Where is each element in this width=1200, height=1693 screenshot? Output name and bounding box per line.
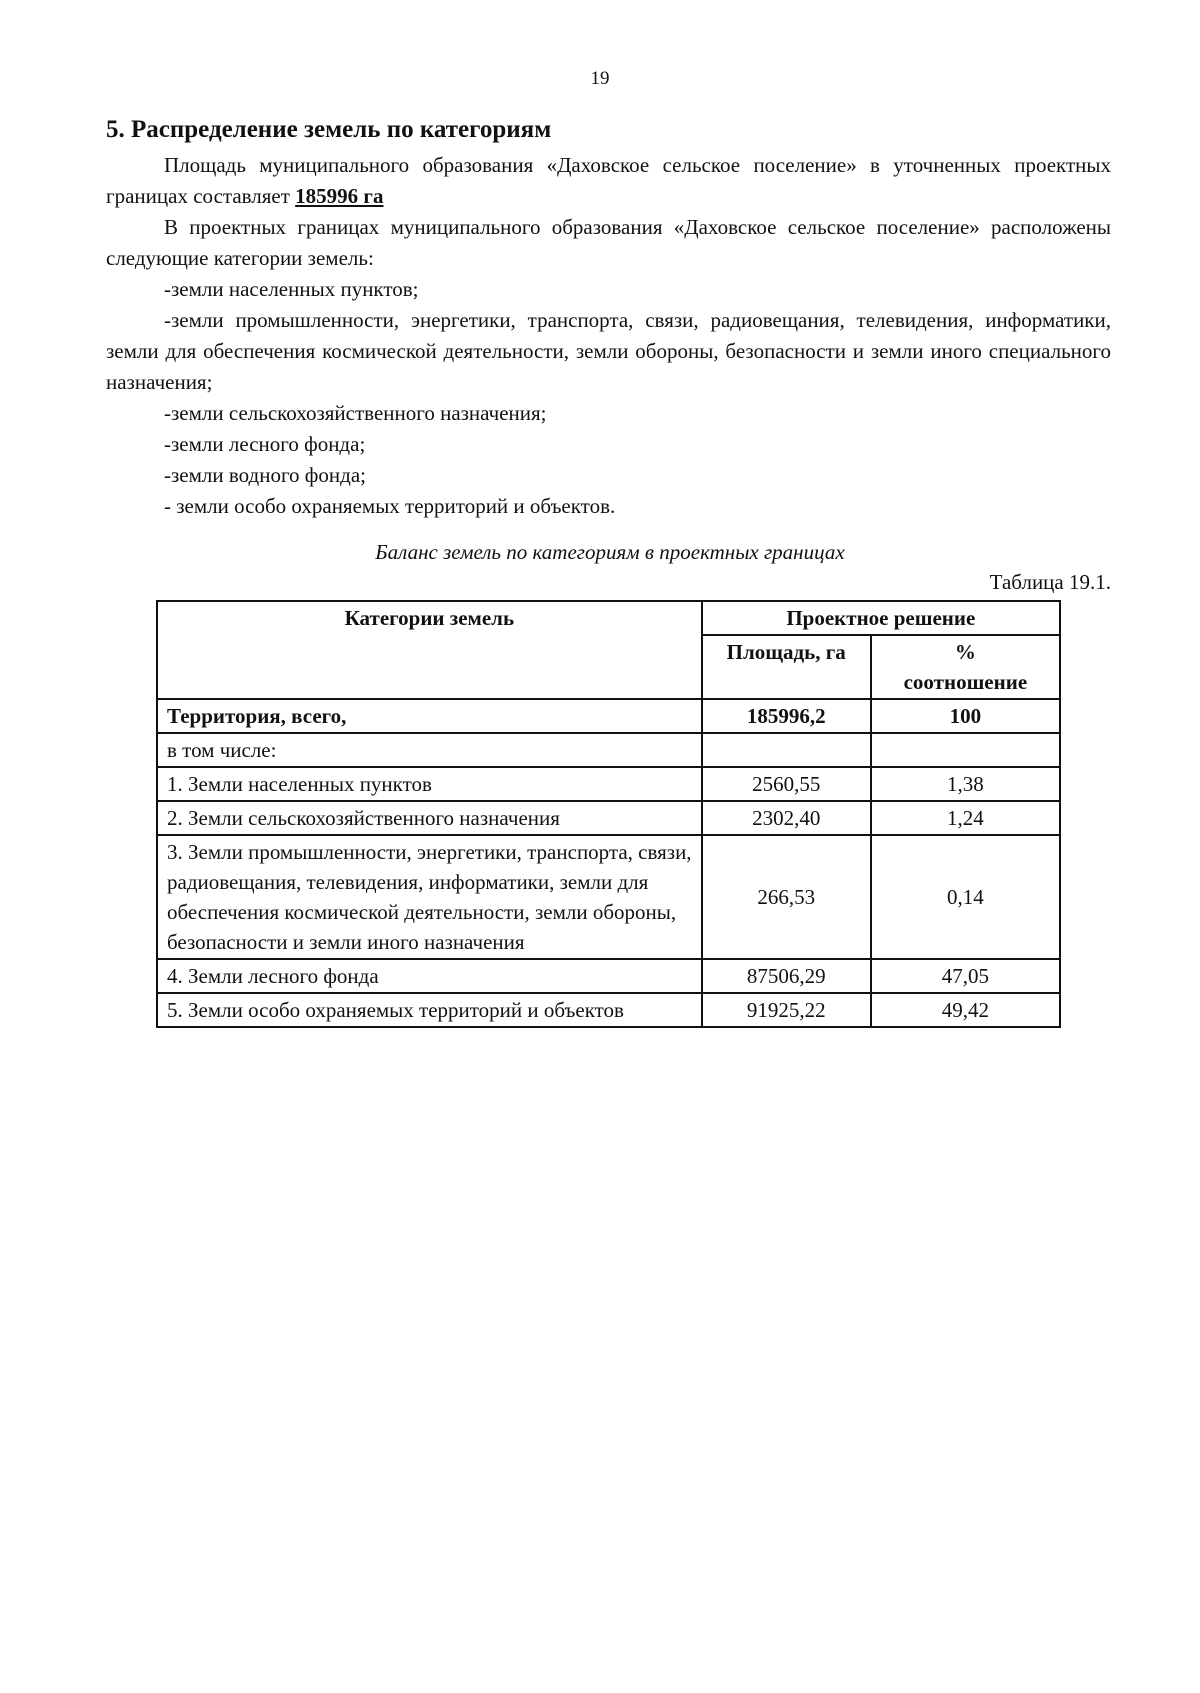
area-intro-text: Площадь муниципального образования «Даховское сельское поселение» в уточненных проектных границах составляет [106,153,1111,208]
header-percent-label: соотношение [903,670,1028,694]
table-row [157,835,1060,959]
table-caption: Баланс земель по категориям в проектных границах [375,540,845,564]
header-category: Категории земель [157,601,702,699]
row-area: 2560,55 [702,767,871,801]
including-area-empty [702,733,871,767]
header-area: Площадь, га [702,635,871,699]
header-percent [871,635,1060,699]
row-label: 1. Земли населенных пунктов [157,767,702,801]
row-percent: 1,24 [871,801,1060,835]
category-list-item: -земли промышленности, энергетики, транспорта, связи, радиовещания, телевидения, информатики, земли для обеспечения космической деятельности, земли обороны, безопасности и земли иного специального назначения; [106,308,1111,394]
category-list-item: - земли особо охраняемых территорий и объектов. [164,494,616,518]
row-percent: 47,05 [871,959,1060,993]
row-percent: 1,38 [871,767,1060,801]
section-heading: 5. Распределение земель по категориям [106,116,552,143]
including-percent-empty [871,733,1060,767]
category-list-item: -земли сельскохозяйственного назначения; [164,401,547,425]
row-area: 87506,29 [702,959,871,993]
table-row-total [157,699,1060,733]
including-label: в том числе: [157,733,702,767]
total-percent: 100 [871,699,1060,733]
total-area: 185996,2 [702,699,871,733]
page-number: 19 [590,68,610,89]
area-total-value: 185996 га [295,184,384,208]
category-list-item: -земли населенных пунктов; [164,277,419,301]
row-percent: 49,42 [871,993,1060,1027]
row-area: 91925,22 [702,993,871,1027]
document-body [106,112,1111,522]
total-label: Территория, всего, [157,699,702,733]
category-list-item: -земли водного фонда; [164,463,366,487]
table-row [157,959,1060,993]
row-area: 2302,40 [702,801,871,835]
header-project-decision: Проектное решение [702,601,1060,635]
row-label: 2. Земли сельскохозяйственного назначения [157,801,702,835]
header-percent-symbol: % [954,640,976,664]
row-label: 3. Земли промышленности, энергетики, транспорта, связи, радиовещания, телевидения, информатики, земли для обеспечения космической деятельности, земли обороны, безопасности и земли иного назначения [157,835,702,959]
category-list-item: -земли лесного фонда; [164,432,366,456]
table-row [157,767,1060,801]
land-balance-table [156,600,1061,1028]
row-area: 266,53 [702,835,871,959]
table-row [157,801,1060,835]
categories-intro-paragraph: В проектных границах муниципального образования «Даховское сельское поселение» расположены следующие категории земель: [106,215,1111,270]
table-row-including [157,733,1060,767]
row-label: 4. Земли лесного фонда [157,959,702,993]
table-row [157,993,1060,1027]
table-header-row [157,601,1060,635]
area-paragraph [106,150,1111,212]
table-number: Таблица 19.1. [989,570,1111,594]
row-label: 5. Земли особо охраняемых территорий и объектов [157,993,702,1027]
row-percent: 0,14 [871,835,1060,959]
